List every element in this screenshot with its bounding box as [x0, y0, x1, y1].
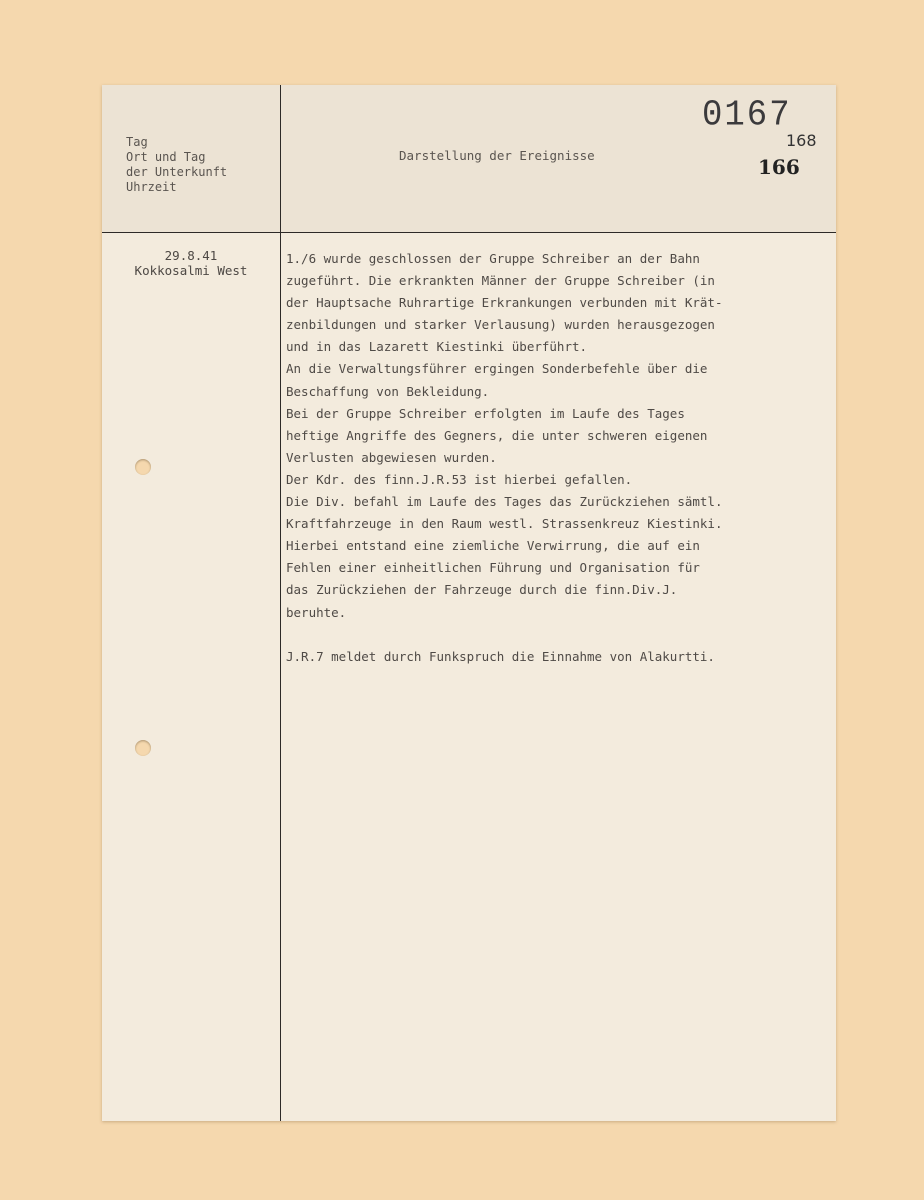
blank-line: [286, 624, 831, 646]
header-label: der Unterkunft: [126, 165, 228, 179]
text-line: J.R.7 meldet durch Funkspruch die Einnahme von Alakurtti.: [286, 648, 715, 664]
column-rule: [280, 85, 281, 1121]
text-line: Der Kdr. des finn.J.R.53 ist hierbei gefallen.: [286, 471, 633, 487]
text-line: Bei der Gruppe Schreiber erfolgten im Laufe des Tages: [286, 405, 685, 421]
entry-date: 29.8.41: [164, 248, 218, 263]
entry-place: Kokkosalmi West: [134, 263, 248, 278]
printed-page-number: 166: [758, 155, 800, 179]
text-line: beruhte.: [286, 604, 347, 620]
text-line: Kraftfahrzeuge in den Raum westl. Strassenkreuz Kiestinki.: [286, 516, 723, 532]
text-line: und in das Lazarett Kiestinki überführt.: [286, 339, 588, 355]
text-line: An die Verwaltungsführer ergingen Sonderbefehle über die: [286, 361, 708, 377]
entry-date-place: [102, 248, 280, 278]
column-header-left: [126, 135, 227, 195]
header-rule: [102, 232, 836, 233]
text-line: Beschaffung von Bekleidung.: [286, 383, 490, 399]
text-line: der Hauptsache Ruhrartige Erkrankungen verbunden mit Krät-: [286, 295, 723, 311]
text-line: 1./6 wurde geschlossen der Gruppe Schreiber an der Bahn: [286, 251, 700, 266]
entry-text: [286, 248, 831, 668]
punch-hole: [135, 459, 151, 475]
text-line: Die Div. befahl im Laufe des Tages das Zurückziehen sämtl.: [286, 494, 723, 510]
header-label: Ort und Tag: [126, 150, 206, 164]
punch-hole: [135, 740, 151, 756]
header-label: Tag: [126, 135, 148, 149]
text-line: Hierbei entstand eine ziemliche Verwirrung, die auf ein: [286, 538, 700, 554]
document-sheet: [102, 85, 836, 1121]
text-line: zenbildungen und starker Verlausung) wurden herausgezogen: [286, 317, 715, 333]
text-line: das Zurückziehen der Fahrzeuge durch die finn.Div.J.: [286, 582, 678, 598]
text-line: Verlusten abgewiesen wurden.: [286, 449, 497, 465]
text-line: Fehlen einer einheitlichen Führung und Organisation für: [286, 560, 700, 576]
header-label: Uhrzeit: [126, 180, 177, 194]
text-line: zugeführt. Die erkrankten Männer der Gruppe Schreiber (in: [286, 273, 715, 289]
text-line: heftige Angriffe des Gegners, die unter schweren eigenen: [286, 427, 708, 443]
stamped-page-number: 0167: [702, 96, 792, 136]
handwritten-page-number: 168: [786, 131, 817, 150]
column-header-title: Darstellung der Ereignisse: [399, 148, 595, 163]
